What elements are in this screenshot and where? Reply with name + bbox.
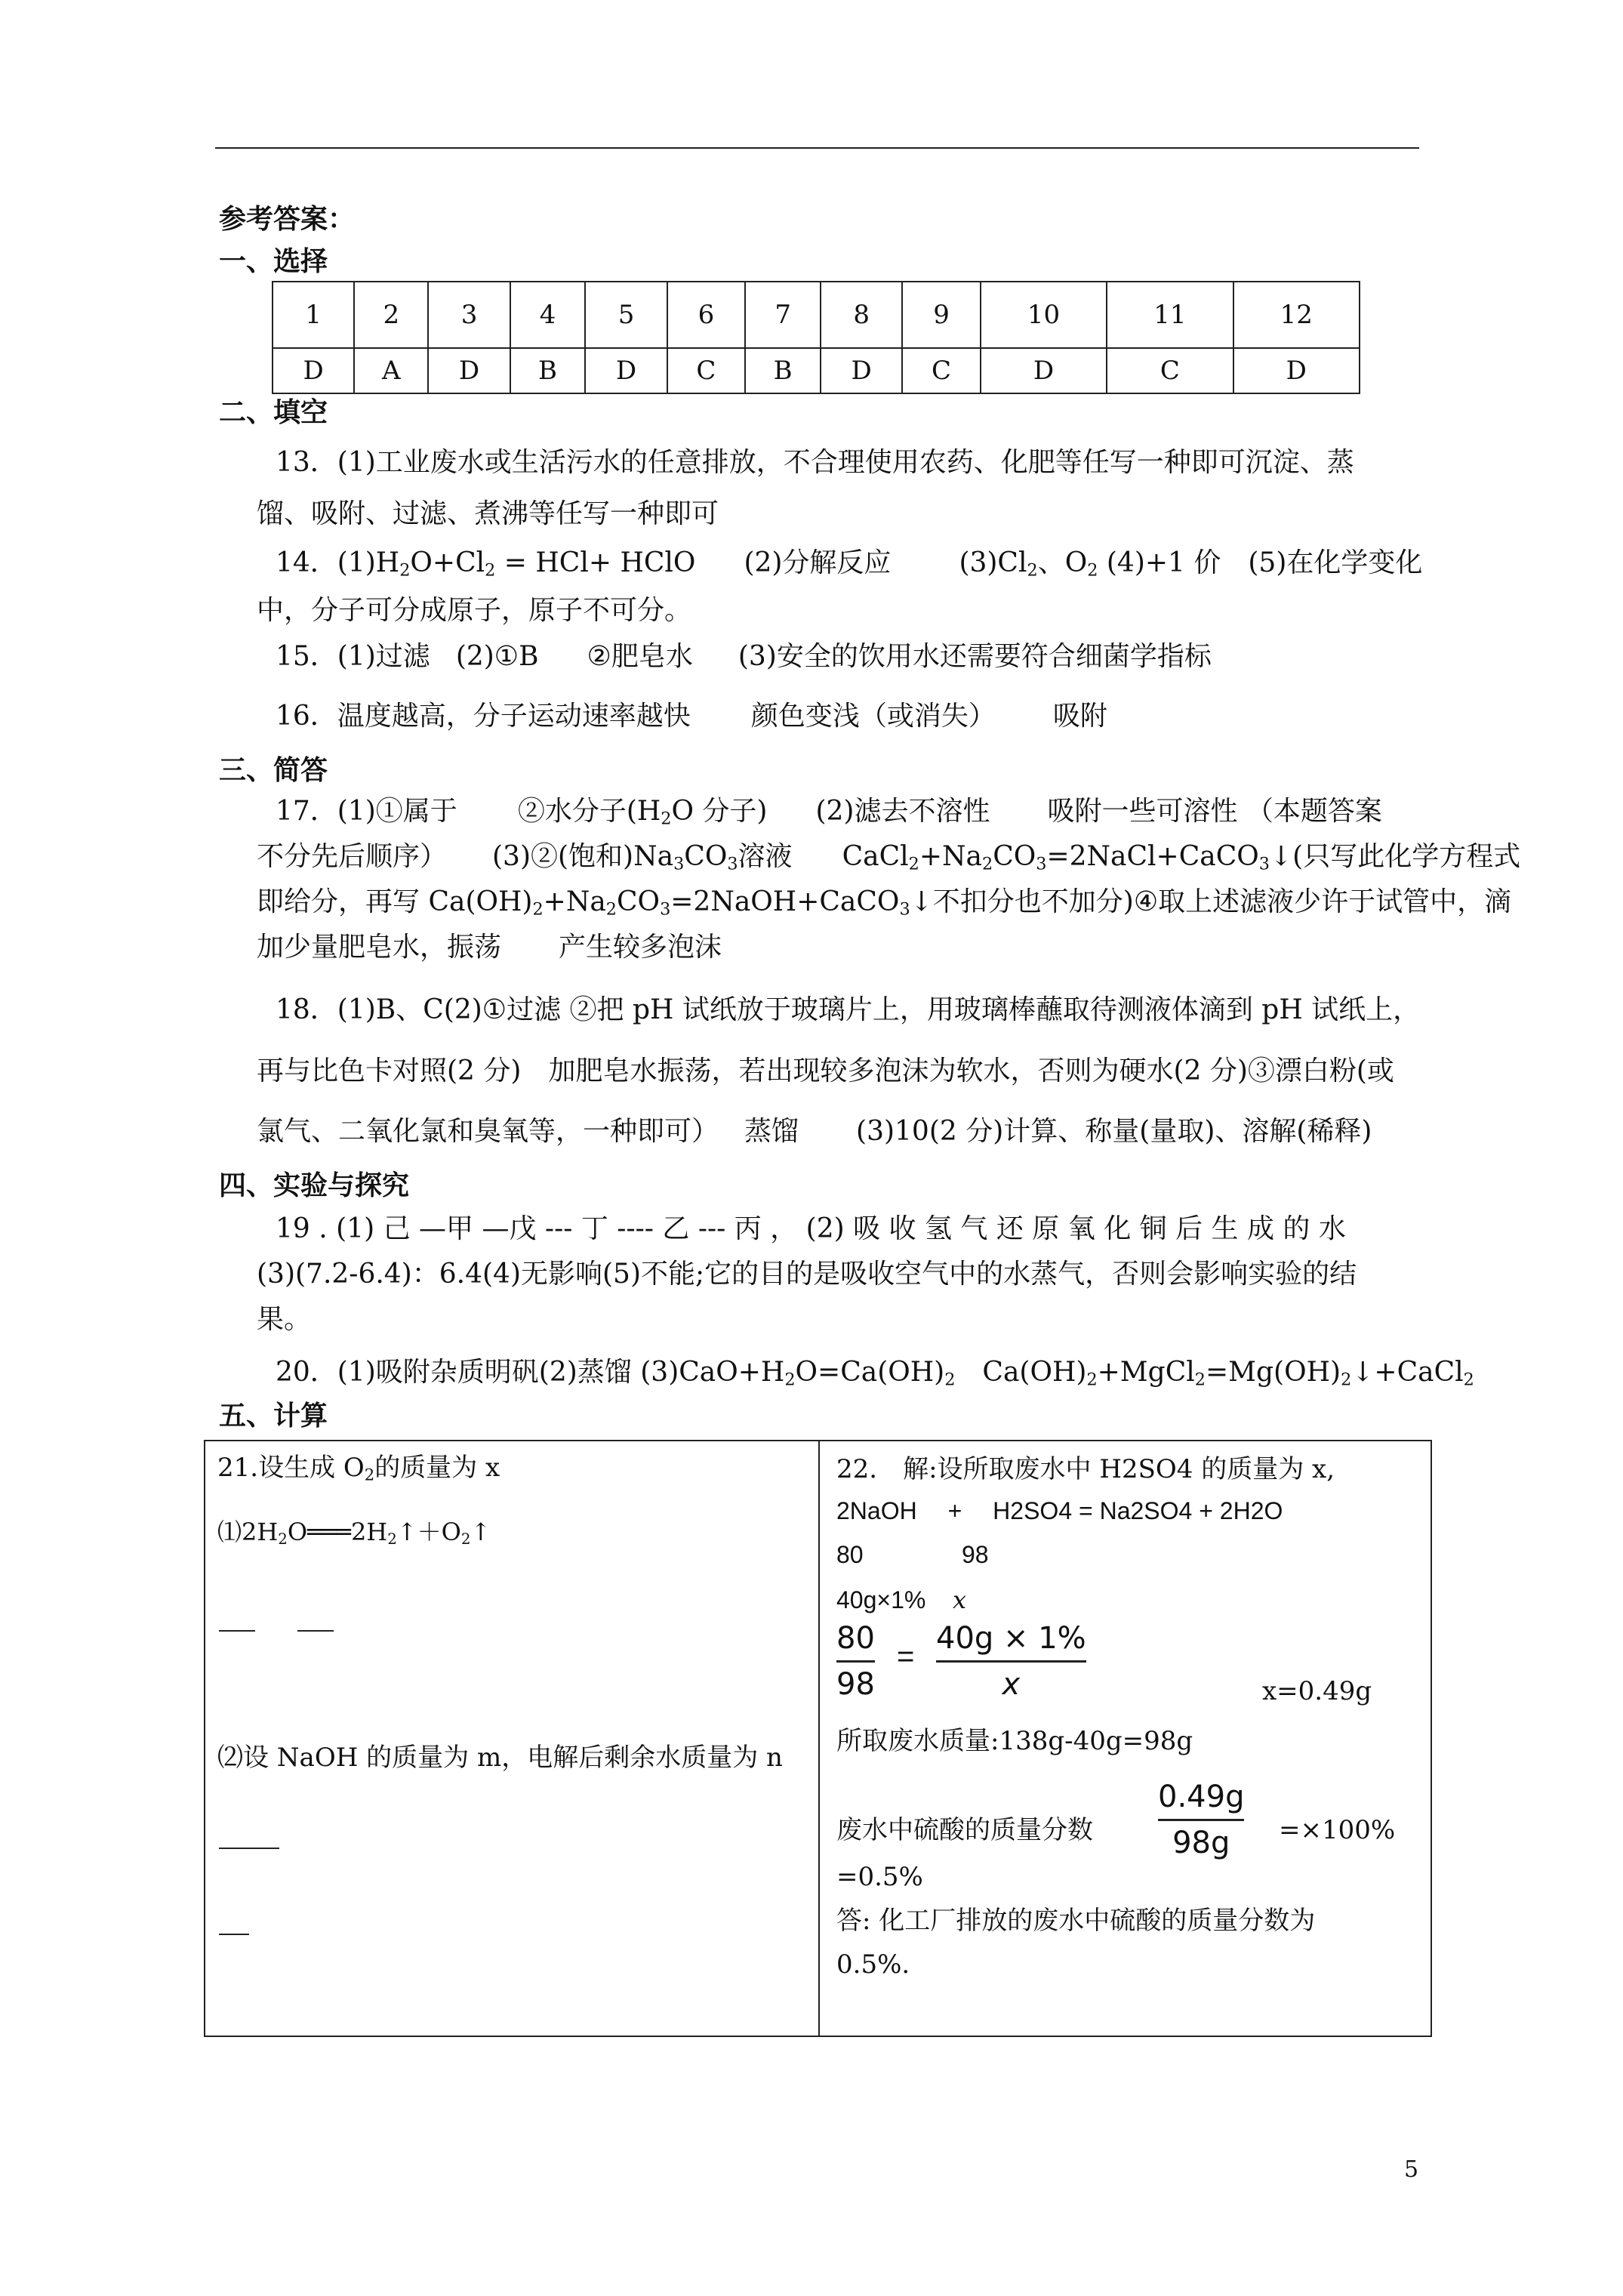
table-cell: B — [745, 348, 821, 393]
table-cell: D — [1233, 348, 1360, 393]
text: ↓(只写此化学方程式 — [1269, 841, 1521, 872]
text: 吸附一些可溶性 （本题答案 — [1047, 796, 1382, 827]
q19-line2: (3)(7.2-6.4)：6.4(4)无影响(5)不能;它的目的是吸收空气中的水蒸气，否则会影响实验的结 — [257, 1259, 1357, 1290]
text: 产生较多泡沫 — [559, 932, 722, 963]
text: 颜色变浅（或消失） — [750, 701, 996, 732]
answer-table — [272, 281, 1360, 394]
text: 即给分，再写 Ca(OH) — [257, 886, 533, 917]
subscript: 2 — [399, 560, 411, 581]
text: O=Ca(OH) — [795, 1357, 945, 1388]
table-cell: 6 — [667, 282, 746, 348]
blank-line — [219, 1848, 279, 1849]
text: O 分子) — [671, 796, 768, 827]
text: 21.设生成 O — [217, 1453, 365, 1483]
q21-part2: ⑵设 NaOH 的质量为 m，电解后剩余水质量为 n — [217, 1743, 783, 1773]
table-cell: C — [1107, 348, 1233, 393]
q14-line2: 中，分子可分成原子，原子不可分。 — [257, 595, 692, 626]
blank-line — [297, 1630, 334, 1632]
header-rule — [215, 147, 1419, 149]
q18-line3 — [257, 1114, 1372, 1148]
subscript: 2 — [485, 560, 496, 581]
table-cell: 2 — [354, 282, 428, 348]
section3-title: 三、简答 — [219, 754, 328, 786]
q19-line3: 果。 — [257, 1304, 312, 1335]
text: 溶液 — [738, 841, 793, 872]
section1-title: 一、选择 — [219, 245, 328, 277]
table-cell: 10 — [981, 282, 1107, 348]
section5-title: 五、计算 — [219, 1400, 328, 1432]
q22-unknown: x — [953, 1586, 967, 1614]
text: (2)分解反应 — [744, 547, 892, 578]
percent-fraction — [1158, 1778, 1244, 1862]
table-cell: B — [510, 348, 586, 393]
text: 16．温度越高，分子运动速率越快 — [276, 701, 691, 732]
fraction-bar — [836, 1660, 875, 1663]
q22-fraction-label: 废水中硫酸的质量分数 — [836, 1815, 1093, 1845]
q13-line1: 13．(1)工业废水或生活污水的任意排放，不合理使用农药、化肥等任写一种即可沉淀、蒸 — [276, 447, 1354, 478]
text: 20．(1)吸附杂质明矾(2)蒸馏 (3)CaO+H — [276, 1357, 785, 1388]
subscript: 3 — [673, 854, 685, 874]
q16-line — [276, 699, 1107, 733]
fraction-bar — [936, 1660, 1086, 1663]
text: (4)+1 价 — [1098, 547, 1221, 578]
denominator: 98g — [1172, 1826, 1230, 1860]
text: 吸附 — [1052, 701, 1107, 732]
table-cell: 11 — [1107, 282, 1233, 348]
text: ↑＋O — [396, 1518, 461, 1546]
table-cell: 5 — [585, 282, 667, 348]
text: 17．(1)①属于 — [276, 796, 457, 827]
subscript: 3 — [1036, 854, 1047, 874]
ratio-fraction — [836, 1620, 875, 1703]
text: Ca(OH) — [982, 1357, 1087, 1388]
text: ↓+CaCl — [1351, 1357, 1464, 1388]
table-cell: 12 — [1233, 282, 1360, 348]
subscript: 3 — [660, 899, 671, 920]
subscript: 2 — [1463, 1370, 1474, 1390]
text: CaCl — [842, 841, 909, 872]
text: =Mg(OH) — [1205, 1357, 1341, 1388]
table-cell: C — [902, 348, 981, 393]
text: O═══2H — [287, 1518, 388, 1546]
page-number: 5 — [1404, 2156, 1419, 2183]
text: (5)在化学变化 — [1248, 547, 1423, 578]
q22-equation: 2NaOH + H2SO4 = Na2SO4 + 2H2O — [836, 1497, 1283, 1524]
text: (3)②(饱和)Na — [492, 841, 674, 872]
table-cell: 4 — [510, 282, 586, 348]
subscript: 2 — [460, 1530, 471, 1548]
answer-title: 参考答案： — [219, 203, 356, 235]
subscript: 2 — [364, 1465, 375, 1484]
q22-waste-mass: 所取废水质量:138g-40g=98g — [836, 1726, 1193, 1756]
text: (2)滤去不溶性 — [815, 796, 990, 827]
fraction-bar — [1158, 1819, 1244, 1821]
q22-mass-80: 80 — [836, 1541, 864, 1568]
q14-line1 — [276, 546, 1422, 580]
q17-line2 — [257, 840, 1520, 874]
q22-line1: 22. 解:设所取废水中 H2SO4 的质量为 x, — [836, 1454, 1335, 1484]
text: 加少量肥皂水，振荡 — [257, 932, 502, 963]
table-cell: C — [667, 348, 746, 393]
subscript: 3 — [727, 854, 738, 874]
text: 、O — [1037, 547, 1088, 578]
denominator: x — [1002, 1667, 1021, 1702]
table-cell: 9 — [902, 282, 981, 348]
text: +Na — [543, 886, 606, 917]
text: 15．(1)过滤 — [276, 641, 430, 672]
blank-line — [219, 1630, 255, 1632]
subscript: 2 — [532, 899, 544, 920]
text: ⑴2H — [217, 1518, 279, 1546]
subscript: 2 — [908, 854, 919, 874]
table-cell: D — [428, 348, 510, 393]
subscript: 2 — [1194, 1370, 1206, 1390]
text: =2NaCl+CaCO — [1046, 841, 1259, 872]
text: 蒸馏 — [744, 1116, 799, 1147]
q22-percent: =×100% — [1279, 1815, 1396, 1845]
subscript: 2 — [981, 854, 993, 874]
subscript: 2 — [1027, 560, 1038, 581]
subscript: 3 — [1258, 854, 1270, 874]
text: +Na — [919, 841, 982, 872]
q22-answer-value: 0.5%. — [836, 1949, 910, 1980]
table-cell: D — [821, 348, 902, 393]
subscript: 2 — [1341, 1370, 1352, 1390]
q15-line — [276, 639, 1212, 673]
answer-row — [273, 348, 1360, 393]
table-cell: D — [273, 348, 354, 393]
text: ②肥皂水 — [587, 641, 693, 672]
q18-line2: 再与比色卡对照(2 分) 加肥皂水振荡，若出现较多泡沫为软水，否则为硬水(2 分)③漂白粉(或 — [257, 1056, 1394, 1086]
table-cell: A — [354, 348, 428, 393]
text: 氯气、二氧化氯和臭氧等，一种即可） — [257, 1116, 719, 1147]
text: 14．(1)H — [276, 547, 400, 578]
subscript: 3 — [899, 899, 910, 920]
text: 的质量为 x — [374, 1453, 500, 1483]
text: CO — [993, 841, 1036, 872]
question-number-row — [273, 282, 1360, 348]
q21-line1 — [217, 1452, 500, 1484]
q22-mass-98: 98 — [962, 1541, 989, 1568]
q21-equation — [217, 1517, 491, 1547]
table-cell: 3 — [428, 282, 510, 348]
q17-line3 — [257, 885, 1511, 919]
q20-line — [276, 1355, 1474, 1389]
subscript: 2 — [605, 899, 617, 920]
text: +MgCl — [1097, 1357, 1195, 1388]
subscript: 2 — [278, 1530, 288, 1548]
text: = HCl+ HClO — [495, 547, 696, 578]
text: (3)安全的饮用水还需要符合细菌学指标 — [738, 641, 1212, 672]
q22-given: 40g×1% — [836, 1586, 926, 1613]
text: CO — [617, 886, 661, 917]
column-divider — [818, 1441, 820, 2036]
q22-result: x=0.49g — [1262, 1676, 1372, 1706]
subscript: 2 — [1086, 1370, 1098, 1390]
numerator: 40g × 1% — [936, 1621, 1086, 1656]
blank-line — [219, 1934, 249, 1935]
equals-sign: = — [897, 1640, 915, 1673]
text: (3)Cl — [959, 547, 1027, 578]
subscript: 2 — [784, 1370, 796, 1390]
q18-line1: 18．(1)B、C(2)①过滤 ②把 pH 试纸放于玻璃片上，用玻璃棒蘸取待测液体滴到 pH 试纸上， — [276, 994, 1421, 1025]
subscript: 2 — [387, 1530, 397, 1548]
q22-value: =0.5% — [836, 1862, 923, 1892]
table-cell: 1 — [273, 282, 354, 348]
text: (2)①B — [455, 641, 539, 672]
subscript: 2 — [1087, 560, 1098, 581]
q19-line1: 19 . (1) 己 —甲 —戊 --- 丁 ---- 乙 --- 丙 ， (2) 吸 收 氢 气 还 原 氧 化 铜 后 生 成 的 水 — [276, 1213, 1346, 1244]
text: ↑ — [470, 1518, 491, 1546]
q13-line2: 馏、吸附、过滤、煮沸等任写一种即可 — [257, 498, 719, 529]
numerator: 0.49g — [1158, 1780, 1245, 1814]
table-cell: D — [585, 348, 667, 393]
table-cell: 8 — [821, 282, 902, 348]
denominator: 98 — [836, 1667, 875, 1702]
text: =2NaOH+CaCO — [670, 886, 900, 917]
text: CO — [684, 841, 728, 872]
section4-title: 四、实验与探究 — [219, 1170, 410, 1201]
text: 不分先后顺序） — [257, 841, 448, 872]
subscript: 2 — [661, 809, 672, 829]
text: ②水分子(H — [517, 796, 661, 827]
text: ↓不扣分也不加分)④取上述滤液少许于试管中，滴 — [910, 886, 1512, 917]
text: O+Cl — [410, 547, 485, 578]
q17-line4 — [257, 930, 722, 964]
q22-answer: 答: 化工厂排放的废水中硫酸的质量分数为 — [836, 1906, 1316, 1936]
q17-line1 — [276, 794, 1382, 828]
numerator: 80 — [836, 1621, 875, 1656]
calculation-box — [204, 1440, 1432, 2037]
table-cell: D — [981, 348, 1107, 393]
text: (3)10(2 分)计算、称量(量取)、溶解(稀释) — [856, 1116, 1372, 1147]
subscript: 2 — [944, 1370, 956, 1390]
section2-title: 二、填空 — [219, 396, 328, 428]
ratio-fraction — [936, 1620, 1086, 1703]
table-cell: 7 — [745, 282, 821, 348]
